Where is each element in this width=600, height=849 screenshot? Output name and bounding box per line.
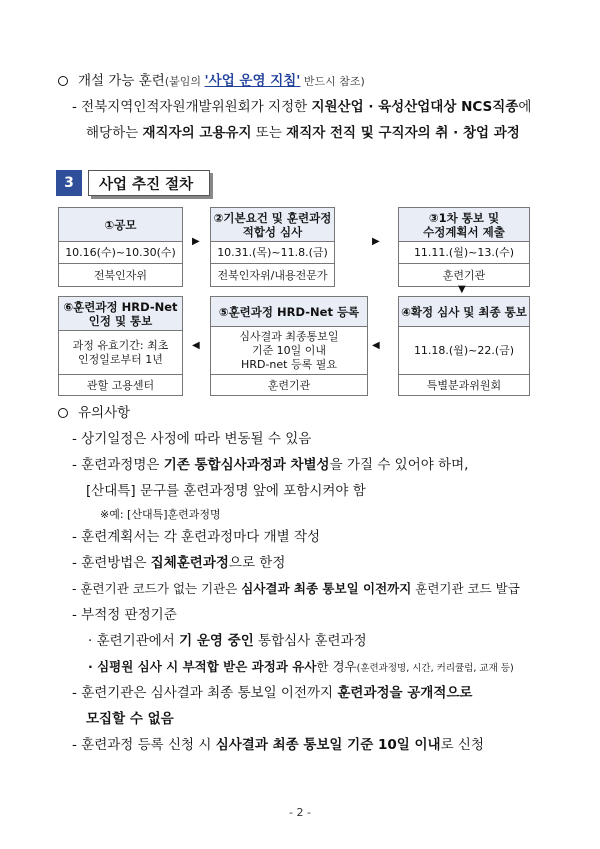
- arrow-left-icon: ◀: [372, 340, 380, 351]
- section-title: 사업 추진 절차: [88, 170, 210, 196]
- arrow-right-icon: ▶: [372, 236, 380, 247]
- intro-heading: 개설 가능 훈련(붙임의 '사업 운영 지침' 반드시 참조): [58, 72, 365, 91]
- step-5-title: ⑤훈련과정 HRD-Net 등록: [218, 304, 360, 319]
- note-4: - 훈련방법은 집체훈련과정으로 한정: [72, 555, 286, 571]
- step-6-title: ⑥훈련과정 HRD-Net: [63, 299, 178, 314]
- step-5-body-2: 기준 10일 이내: [251, 343, 327, 357]
- step-3-org: 훈련기관: [442, 269, 486, 282]
- intro-line-2: 해당하는 재직자의 고용유지 또는 재직자 전직 및 구직자의 취 · 창업 과정: [86, 125, 520, 141]
- note-7-continued: 모집할 수 없음: [86, 711, 174, 727]
- arrow-down-icon: ▼: [458, 284, 466, 295]
- note-2: - 훈련과정명은 기존 통합심사과정과 차별성을 가질 수 있어야 하며,: [72, 457, 469, 473]
- step-3-title-2: 수정계획서 제출: [423, 224, 505, 239]
- step-5-box: [210, 296, 368, 396]
- step-4-box: [398, 296, 530, 396]
- guideline-link[interactable]: '사업 운영 지침': [204, 73, 301, 89]
- notes-heading: 유의사항: [58, 404, 130, 422]
- circle-bullet-icon: [58, 408, 68, 418]
- section-number: 3: [56, 170, 82, 196]
- step-5-org: 훈련기관: [267, 379, 311, 392]
- intro-line-1: - 전북지역인적자원개발위원회가 지정한 지원산업 · 육성산업대상 NCS직종에: [72, 99, 532, 115]
- note-8: - 훈련과정 등록 신청 시 심사결과 최종 통보일 기준 10일 이내로 신청: [72, 737, 484, 753]
- step-3-box: [398, 207, 530, 287]
- step-5-body-1: 심사결과 최종통보일: [239, 329, 339, 343]
- step-6-org: 관할 고용센터: [86, 379, 155, 392]
- note-1: - 상기일정은 사정에 따라 변동될 수 있음: [72, 431, 312, 447]
- step-6-title-2: 인정 및 통보: [88, 313, 153, 328]
- step-1-title: ①공모: [104, 217, 137, 232]
- note-2-example: ※예: [산대특]훈련과정명: [100, 508, 221, 521]
- step-4-org: 특별분과위원회: [426, 379, 502, 392]
- section-heading: [56, 170, 210, 196]
- step-6-box: [58, 296, 183, 396]
- step-2-org: 전북인자위/내용전문가: [217, 269, 328, 282]
- circle-bullet-icon: [58, 76, 68, 86]
- note-2-continued: [산대특] 문구를 훈련과정명 앞에 포함시켜야 함: [86, 483, 366, 499]
- note-5: - 훈련기관 코드가 없는 기관은 심사결과 최종 통보일 이전까지 훈련기관 코드 발급: [72, 581, 520, 596]
- step-1-box: [58, 207, 183, 287]
- note-6a: · 훈련기관에서 기 운영 중인 통합심사 훈련과정: [88, 633, 367, 649]
- step-6-body-1: 과정 유효기간: 최초: [72, 338, 169, 352]
- step-4-date: 11.18.(월)~22.(금): [413, 343, 515, 357]
- step-2-title: ②기본요건 및 훈련과정: [213, 210, 332, 225]
- step-5-body-3: HRD-net 등록 필요: [241, 357, 337, 371]
- step-1-date: 10.16(수)~10.30(수): [65, 245, 176, 259]
- step-2-title-2: 적합성 심사: [242, 224, 303, 239]
- step-2-box: [210, 207, 335, 287]
- note-3: - 훈련계획서는 각 훈련과정마다 개별 작성: [72, 529, 321, 545]
- page-number: - 2 -: [289, 806, 311, 819]
- step-3-date: 11.11.(월)~13.(수): [413, 245, 515, 259]
- step-3-title: ③1차 통보 및: [428, 210, 500, 225]
- note-7: - 훈련기관은 심사결과 최종 통보일 이전까지 훈련과정을 공개적으로: [72, 685, 473, 701]
- arrow-left-icon: ◀: [192, 340, 200, 351]
- step-6-body-2: 인정일로부터 1년: [78, 352, 163, 366]
- note-6b: · 심평원 심사 시 부적합 받은 과정과 유사한 경우(훈련과정명, 시간, 커리큘럼, 교재 등): [88, 659, 514, 674]
- step-1-org: 전북인자위: [93, 269, 148, 282]
- arrow-right-icon: ▶: [192, 236, 200, 247]
- note-6: - 부적정 판정기준: [72, 607, 177, 623]
- step-2-date: 10.31.(목)~11.8.(금): [217, 245, 328, 259]
- step-4-title: ④확정 심사 및 최종 통보: [401, 304, 527, 319]
